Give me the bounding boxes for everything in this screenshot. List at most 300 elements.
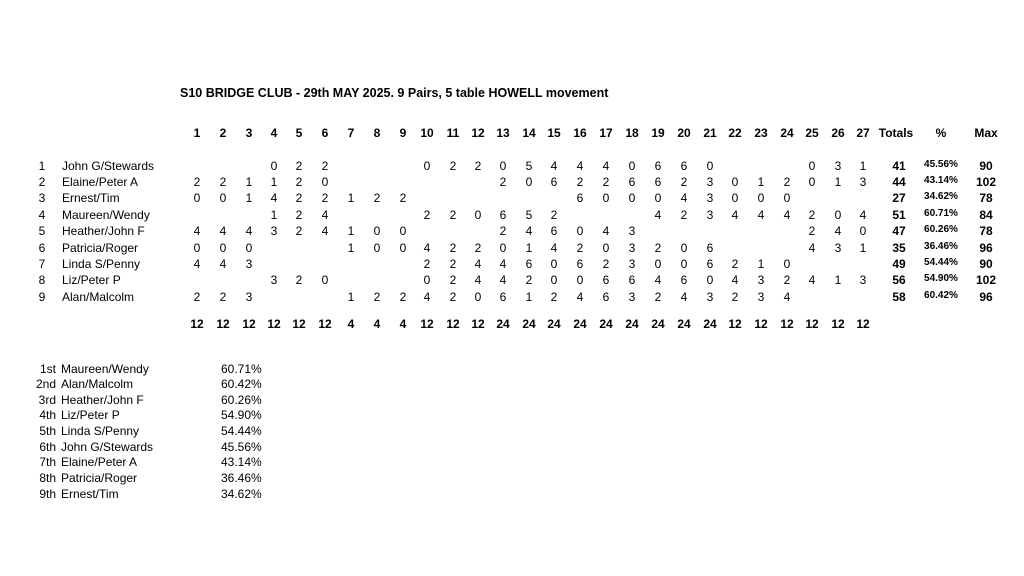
pair-max: 96 xyxy=(979,241,993,255)
score-cell: 2 xyxy=(219,175,227,189)
score-cell: 4 xyxy=(245,224,253,238)
score-cell: 0 xyxy=(270,159,278,173)
score-cell: 1 xyxy=(859,241,867,255)
pair-number: 5 xyxy=(38,224,46,238)
score-cell: 0 xyxy=(628,159,636,173)
pair-number: 9 xyxy=(38,290,46,304)
score-cell: 1 xyxy=(245,175,253,189)
score-cell: 2 xyxy=(321,191,329,205)
board-count: 12 xyxy=(292,317,306,331)
rank-pair-name: Alan/Malcolm xyxy=(61,377,134,391)
board-count: 12 xyxy=(831,317,845,331)
board-count: 24 xyxy=(547,317,561,331)
board-count: 24 xyxy=(677,317,691,331)
score-cell: 3 xyxy=(706,290,714,304)
board-header: 23 xyxy=(754,126,768,140)
score-cell: 6 xyxy=(602,273,610,287)
score-cell: 4 xyxy=(474,273,482,287)
score-cell: 0 xyxy=(474,290,482,304)
score-cell: 2 xyxy=(654,241,662,255)
board-header: 19 xyxy=(651,126,665,140)
score-cell: 0 xyxy=(423,273,431,287)
pair-max: 90 xyxy=(979,159,993,173)
board-count: 24 xyxy=(651,317,665,331)
score-cell: 2 xyxy=(373,290,381,304)
score-cell: 6 xyxy=(576,257,584,271)
board-header: 20 xyxy=(677,126,691,140)
score-cell: 2 xyxy=(449,257,457,271)
board-header: 5 xyxy=(295,126,303,140)
score-cell: 0 xyxy=(602,191,610,205)
score-cell: 2 xyxy=(783,175,791,189)
pair-number: 3 xyxy=(38,191,46,205)
board-header: 16 xyxy=(573,126,587,140)
board-count: 24 xyxy=(496,317,510,331)
pair-max: 78 xyxy=(979,191,993,205)
score-cell: 0 xyxy=(550,273,558,287)
rank-pair-name: John G/Stewards xyxy=(61,440,154,454)
score-cell: 2 xyxy=(449,241,457,255)
rank-position: 7th xyxy=(39,455,56,469)
score-cell: 0 xyxy=(783,257,791,271)
score-cell: 4 xyxy=(550,159,558,173)
board-count: 12 xyxy=(420,317,434,331)
pair-name: Maureen/Wendy xyxy=(62,208,150,222)
board-count: 12 xyxy=(471,317,485,331)
board-count: 4 xyxy=(399,317,407,331)
score-cell: 4 xyxy=(654,273,662,287)
pair-total: 41 xyxy=(892,159,906,173)
score-cell: 0 xyxy=(576,224,584,238)
score-cell: 2 xyxy=(399,191,407,205)
pair-total: 47 xyxy=(892,224,906,238)
rank-percent: 60.26% xyxy=(221,393,262,407)
pair-max: 78 xyxy=(979,224,993,238)
board-count: 4 xyxy=(347,317,355,331)
score-cell: 3 xyxy=(270,273,278,287)
score-cell: 4 xyxy=(576,290,584,304)
board-header: 17 xyxy=(599,126,613,140)
score-cell: 0 xyxy=(731,191,739,205)
pair-percent: 60.42% xyxy=(924,290,958,301)
score-cell: 6 xyxy=(706,241,714,255)
score-cell: 4 xyxy=(576,159,584,173)
score-cell: 1 xyxy=(347,191,355,205)
pair-total: 27 xyxy=(892,191,906,205)
board-count: 24 xyxy=(703,317,717,331)
score-cell: 6 xyxy=(499,290,507,304)
score-cell: 3 xyxy=(834,159,842,173)
score-cell: 5 xyxy=(525,159,533,173)
score-cell: 2 xyxy=(219,290,227,304)
score-cell: 4 xyxy=(321,224,329,238)
score-cell: 0 xyxy=(628,191,636,205)
score-cell: 3 xyxy=(245,290,253,304)
score-cell: 1 xyxy=(834,273,842,287)
rank-percent: 54.90% xyxy=(221,408,262,422)
pair-max: 96 xyxy=(979,290,993,304)
page-title: S10 BRIDGE CLUB - 29th MAY 2025. 9 Pairs, 5 table HOWELL movement xyxy=(180,86,609,100)
score-cell: 2 xyxy=(449,208,457,222)
score-cell: 2 xyxy=(295,159,303,173)
pair-name: Linda S/Penny xyxy=(62,257,141,271)
score-cell: 4 xyxy=(270,191,278,205)
board-header: 4 xyxy=(270,126,278,140)
board-count: 24 xyxy=(599,317,613,331)
board-count: 12 xyxy=(242,317,256,331)
score-cell: 2 xyxy=(731,257,739,271)
score-cell: 2 xyxy=(731,290,739,304)
score-cell: 1 xyxy=(347,290,355,304)
score-cell: 0 xyxy=(731,175,739,189)
pair-percent: 54.90% xyxy=(924,273,958,284)
score-cell: 0 xyxy=(219,241,227,255)
rank-pair-name: Elaine/Peter A xyxy=(61,455,138,469)
score-cell: 2 xyxy=(449,290,457,304)
score-cell: 0 xyxy=(602,241,610,255)
score-cell: 4 xyxy=(193,224,201,238)
pair-percent: 43.14% xyxy=(924,175,958,186)
score-cell: 0 xyxy=(808,175,816,189)
score-cell: 4 xyxy=(525,224,533,238)
rank-position: 1st xyxy=(39,362,56,376)
score-cell: 2 xyxy=(602,257,610,271)
score-cell: 6 xyxy=(602,290,610,304)
score-cell: 5 xyxy=(525,208,533,222)
board-count: 12 xyxy=(856,317,870,331)
score-cell: 4 xyxy=(834,224,842,238)
score-cell: 2 xyxy=(193,290,201,304)
rank-percent: 60.42% xyxy=(221,377,262,391)
rank-position: 6th xyxy=(39,440,56,454)
pair-total: 49 xyxy=(892,257,906,271)
rank-pair-name: Liz/Peter P xyxy=(61,408,120,422)
board-count: 4 xyxy=(373,317,381,331)
score-cell: 4 xyxy=(680,290,688,304)
score-cell: 0 xyxy=(680,241,688,255)
board-header: 27 xyxy=(856,126,870,140)
board-header: 12 xyxy=(471,126,485,140)
score-cell: 6 xyxy=(525,257,533,271)
pair-name: Alan/Malcolm xyxy=(62,290,135,304)
board-header: 22 xyxy=(728,126,742,140)
rank-position: 8th xyxy=(39,471,56,485)
score-cell: 3 xyxy=(757,273,765,287)
pair-number: 2 xyxy=(38,175,46,189)
score-cell: 3 xyxy=(706,191,714,205)
score-cell: 6 xyxy=(680,273,688,287)
score-cell: 6 xyxy=(654,159,662,173)
rank-pair-name: Patricia/Roger xyxy=(61,471,138,485)
board-count: 12 xyxy=(318,317,332,331)
score-cell: 2 xyxy=(449,273,457,287)
score-cell: 0 xyxy=(321,273,329,287)
pair-name: Patricia/Roger xyxy=(62,241,139,255)
score-cell: 4 xyxy=(654,208,662,222)
score-cell: 2 xyxy=(576,175,584,189)
board-header: 18 xyxy=(625,126,639,140)
score-cell: 2 xyxy=(295,224,303,238)
score-cell: 1 xyxy=(270,175,278,189)
pair-percent: 34.62% xyxy=(924,191,958,202)
score-cell: 0 xyxy=(834,208,842,222)
score-cell: 6 xyxy=(628,175,636,189)
board-header: 26 xyxy=(831,126,845,140)
score-cell: 0 xyxy=(219,191,227,205)
board-header: 24 xyxy=(780,126,794,140)
board-header: 6 xyxy=(321,126,329,140)
pair-total: 58 xyxy=(892,290,906,304)
board-header: 15 xyxy=(547,126,561,140)
rank-pair-name: Ernest/Tim xyxy=(61,487,119,501)
pair-name: Elaine/Peter A xyxy=(62,175,139,189)
rank-percent: 60.71% xyxy=(221,362,262,376)
board-header: 25 xyxy=(805,126,819,140)
score-cell: 0 xyxy=(399,241,407,255)
score-cell: 6 xyxy=(654,175,662,189)
score-cell: 0 xyxy=(654,191,662,205)
score-cell: 1 xyxy=(525,241,533,255)
score-cell: 4 xyxy=(731,273,739,287)
score-cell: 6 xyxy=(576,191,584,205)
score-cell: 1 xyxy=(757,257,765,271)
score-cell: 4 xyxy=(423,241,431,255)
score-cell: 3 xyxy=(628,241,636,255)
score-cell: 3 xyxy=(757,290,765,304)
score-cell: 2 xyxy=(576,241,584,255)
rank-percent: 34.62% xyxy=(221,487,262,501)
score-cell: 0 xyxy=(576,273,584,287)
score-cell: 2 xyxy=(399,290,407,304)
rank-percent: 36.46% xyxy=(221,471,262,485)
pair-total: 56 xyxy=(892,273,906,287)
pair-number: 4 xyxy=(38,208,46,222)
rank-position: 9th xyxy=(39,487,56,501)
score-cell: 3 xyxy=(270,224,278,238)
score-cell: 0 xyxy=(321,175,329,189)
pair-percent: 60.26% xyxy=(924,224,958,235)
score-cell: 6 xyxy=(550,224,558,238)
score-cell: 0 xyxy=(757,191,765,205)
board-header: 21 xyxy=(703,126,717,140)
board-count: 24 xyxy=(573,317,587,331)
rank-pair-name: Maureen/Wendy xyxy=(61,362,149,376)
board-header: 10 xyxy=(420,126,434,140)
pair-number: 7 xyxy=(38,257,46,271)
score-cell: 2 xyxy=(321,159,329,173)
score-cell: 4 xyxy=(219,257,227,271)
board-count: 12 xyxy=(754,317,768,331)
board-count: 24 xyxy=(625,317,639,331)
score-cell: 4 xyxy=(808,273,816,287)
pair-percent: 54.44% xyxy=(924,257,958,268)
rank-percent: 45.56% xyxy=(221,440,262,454)
score-cell: 0 xyxy=(193,241,201,255)
score-cell: 2 xyxy=(423,208,431,222)
board-header: 8 xyxy=(373,126,381,140)
score-cell: 0 xyxy=(706,159,714,173)
score-cell: 4 xyxy=(423,290,431,304)
rank-position: 5th xyxy=(39,424,56,438)
score-cell: 6 xyxy=(550,175,558,189)
score-cell: 0 xyxy=(245,241,253,255)
score-cell: 4 xyxy=(808,241,816,255)
board-header: 7 xyxy=(347,126,355,140)
rank-pair-name: Heather/John F xyxy=(61,393,144,407)
score-cell: 4 xyxy=(193,257,201,271)
score-cell: 4 xyxy=(474,257,482,271)
score-cell: 1 xyxy=(347,224,355,238)
score-cell: 0 xyxy=(499,241,507,255)
score-cell: 6 xyxy=(628,273,636,287)
score-cell: 1 xyxy=(347,241,355,255)
board-count: 24 xyxy=(522,317,536,331)
pair-number: 1 xyxy=(38,159,46,173)
board-count: 12 xyxy=(805,317,819,331)
score-cell: 2 xyxy=(423,257,431,271)
score-cell: 2 xyxy=(525,273,533,287)
score-cell: 0 xyxy=(474,208,482,222)
score-cell: 4 xyxy=(550,241,558,255)
score-cell: 0 xyxy=(706,273,714,287)
score-cell: 3 xyxy=(245,257,253,271)
board-header: 11 xyxy=(446,126,460,140)
score-cell: 4 xyxy=(680,191,688,205)
score-cell: 1 xyxy=(859,159,867,173)
score-cell: 3 xyxy=(628,257,636,271)
pair-percent: 36.46% xyxy=(924,241,958,252)
score-cell: 3 xyxy=(859,175,867,189)
score-cell: 2 xyxy=(783,273,791,287)
pair-max: 102 xyxy=(975,175,997,189)
score-cell: 2 xyxy=(680,175,688,189)
board-header: 2 xyxy=(219,126,227,140)
score-cell: 0 xyxy=(373,241,381,255)
score-cell: 4 xyxy=(219,224,227,238)
score-cell: 0 xyxy=(859,224,867,238)
pair-total: 35 xyxy=(892,241,906,255)
score-cell: 1 xyxy=(270,208,278,222)
rank-percent: 43.14% xyxy=(221,455,262,469)
score-cell: 2 xyxy=(295,175,303,189)
rank-position: 2nd xyxy=(35,377,56,391)
score-cell: 2 xyxy=(295,191,303,205)
pair-max: 90 xyxy=(979,257,993,271)
score-cell: 6 xyxy=(680,159,688,173)
pair-number: 6 xyxy=(38,241,46,255)
score-cell: 1 xyxy=(525,290,533,304)
board-count: 12 xyxy=(446,317,460,331)
score-cell: 2 xyxy=(550,208,558,222)
score-cell: 2 xyxy=(499,224,507,238)
pair-max: 84 xyxy=(979,208,993,222)
pair-name: Heather/John F xyxy=(62,224,145,238)
pair-total: 44 xyxy=(892,175,906,189)
score-cell: 0 xyxy=(808,159,816,173)
pair-max: 102 xyxy=(975,273,997,287)
score-cell: 0 xyxy=(399,224,407,238)
score-cell: 2 xyxy=(193,175,201,189)
board-count: 12 xyxy=(216,317,230,331)
score-cell: 2 xyxy=(654,290,662,304)
pair-name: Liz/Peter P xyxy=(62,273,121,287)
score-cell: 0 xyxy=(193,191,201,205)
pair-number: 8 xyxy=(38,273,46,287)
percent-header: % xyxy=(935,126,947,140)
pair-name: Ernest/Tim xyxy=(62,191,120,205)
score-cell: 3 xyxy=(859,273,867,287)
max-header: Max xyxy=(974,126,998,140)
score-cell: 2 xyxy=(295,208,303,222)
totals-header: Totals xyxy=(878,126,914,140)
pair-percent: 45.56% xyxy=(924,159,958,170)
pair-percent: 60.71% xyxy=(924,208,958,219)
score-cell: 3 xyxy=(706,208,714,222)
score-cell: 0 xyxy=(423,159,431,173)
score-cell: 3 xyxy=(628,224,636,238)
board-header: 1 xyxy=(193,126,201,140)
score-cell: 4 xyxy=(602,224,610,238)
score-cell: 2 xyxy=(474,241,482,255)
score-cell: 4 xyxy=(602,159,610,173)
board-header: 3 xyxy=(245,126,253,140)
rank-position: 3rd xyxy=(38,393,56,407)
score-cell: 0 xyxy=(525,175,533,189)
score-cell: 4 xyxy=(783,208,791,222)
score-cell: 1 xyxy=(757,175,765,189)
board-header: 9 xyxy=(399,126,407,140)
score-cell: 0 xyxy=(680,257,688,271)
score-cell: 2 xyxy=(680,208,688,222)
score-cell: 4 xyxy=(757,208,765,222)
score-cell: 0 xyxy=(550,257,558,271)
score-cell: 4 xyxy=(859,208,867,222)
score-cell: 1 xyxy=(834,175,842,189)
pair-total: 51 xyxy=(892,208,906,222)
score-cell: 4 xyxy=(321,208,329,222)
score-cell: 6 xyxy=(706,257,714,271)
score-cell: 2 xyxy=(808,224,816,238)
score-cell: 4 xyxy=(499,257,507,271)
score-cell: 0 xyxy=(783,191,791,205)
score-cell: 2 xyxy=(550,290,558,304)
score-cell: 3 xyxy=(628,290,636,304)
board-count: 12 xyxy=(780,317,794,331)
rank-pair-name: Linda S/Penny xyxy=(61,424,140,438)
board-count: 12 xyxy=(728,317,742,331)
score-cell: 2 xyxy=(474,159,482,173)
score-cell: 4 xyxy=(731,208,739,222)
rank-percent: 54.44% xyxy=(221,424,262,438)
score-cell: 2 xyxy=(808,208,816,222)
board-header: 14 xyxy=(522,126,536,140)
score-cell: 0 xyxy=(499,159,507,173)
score-cell: 4 xyxy=(499,273,507,287)
board-header: 13 xyxy=(496,126,510,140)
score-cell: 6 xyxy=(499,208,507,222)
score-cell: 0 xyxy=(654,257,662,271)
score-cell: 2 xyxy=(295,273,303,287)
board-count: 12 xyxy=(190,317,204,331)
score-cell: 0 xyxy=(373,224,381,238)
score-cell: 2 xyxy=(499,175,507,189)
score-cell: 2 xyxy=(373,191,381,205)
score-cell: 2 xyxy=(449,159,457,173)
rank-position: 4th xyxy=(39,408,56,422)
score-cell: 1 xyxy=(245,191,253,205)
score-cell: 3 xyxy=(706,175,714,189)
score-cell: 3 xyxy=(834,241,842,255)
